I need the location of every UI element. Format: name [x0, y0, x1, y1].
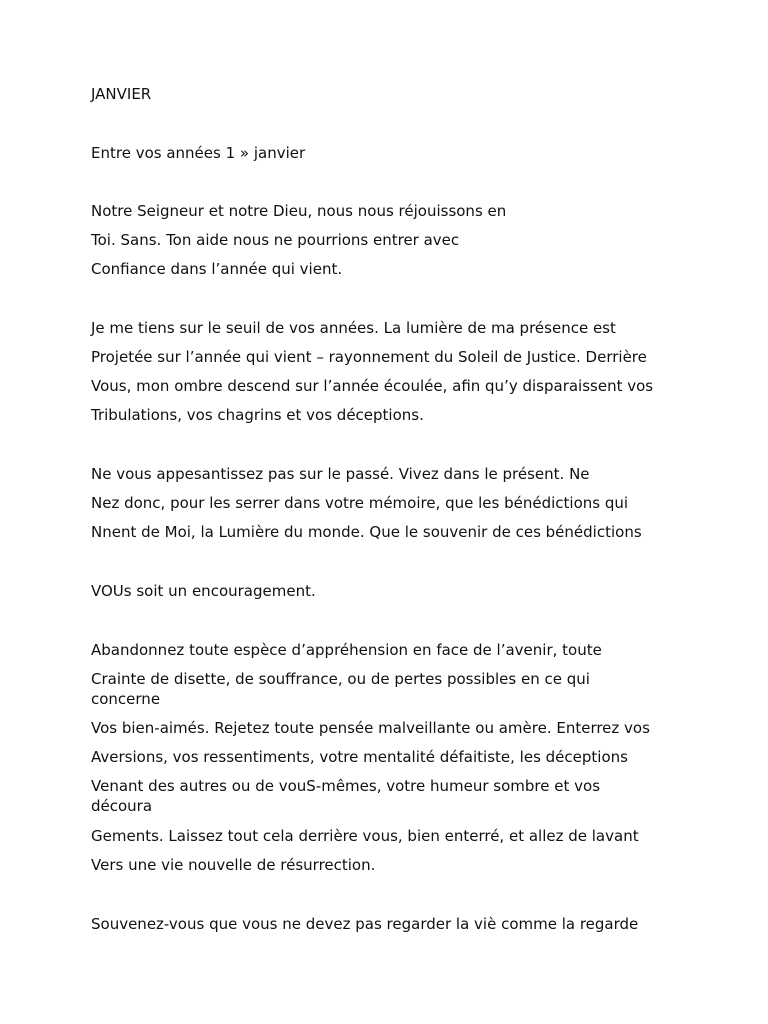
paragraph-line: Nnent de Moi, la Lumière du monde. Que le souvenir de ces bénédictions	[91, 523, 642, 541]
paragraph-line: Aversions, vos ressentiments, votre mentalité défaitiste, les déceptions	[91, 748, 628, 766]
paragraph-line: Crainte de disette, de souffrance, ou de pertes possibles en ce qui concerne	[91, 670, 590, 708]
paragraph-line: Toi. Sans. Ton aide nous ne pourrions entrer avec	[91, 231, 460, 249]
paragraph-line: Confiance dans l’année qui vient.	[91, 260, 343, 278]
paragraph-line: Ne vous appesantissez pas sur le passé. Vivez dans le présent. Ne	[91, 465, 590, 483]
paragraph-line: Venant des autres ou de vouS-mêmes, votre humeur sombre et vos découra	[91, 777, 601, 815]
paragraph-line: Projetée sur l’année qui vient – rayonnement du Soleil de Justice. Derrière	[91, 348, 647, 366]
paragraph-line: Abandonnez toute espèce d’appréhension en face de l’avenir, toute	[91, 641, 602, 659]
document-subtitle: Entre vos années 1 » janvier	[91, 144, 306, 162]
paragraph-line: Vous, mon ombre descend sur l’année écoulée, afin qu’y disparaissent vos	[91, 377, 654, 395]
paragraph-line: Nez donc, pour les serrer dans votre mémoire, que les bénédictions qui	[91, 494, 629, 512]
paragraph-line: Tribulations, vos chagrins et vos déceptions.	[91, 406, 424, 424]
document-title: JANVIER	[91, 85, 152, 103]
paragraph-line: Notre Seigneur et notre Dieu, nous nous réjouissons en	[91, 202, 507, 220]
paragraph-line: Je me tiens sur le seuil de vos années. La lumière de ma présence est	[91, 319, 616, 337]
paragraph-line: Souvenez-vous que vous ne devez pas regarder la viè comme la regarde	[91, 915, 639, 933]
paragraph-line: Vers une vie nouvelle de résurrection.	[91, 856, 376, 874]
paragraph-line: VOUs soit un encouragement.	[91, 582, 316, 600]
paragraph-line: Vos bien-aimés. Rejetez toute pensée malveillante ou amère. Enterrez vos	[91, 719, 650, 737]
paragraph-line: Gements. Laissez tout cela derrière vous, bien enterré, et allez de lavant	[91, 827, 639, 845]
